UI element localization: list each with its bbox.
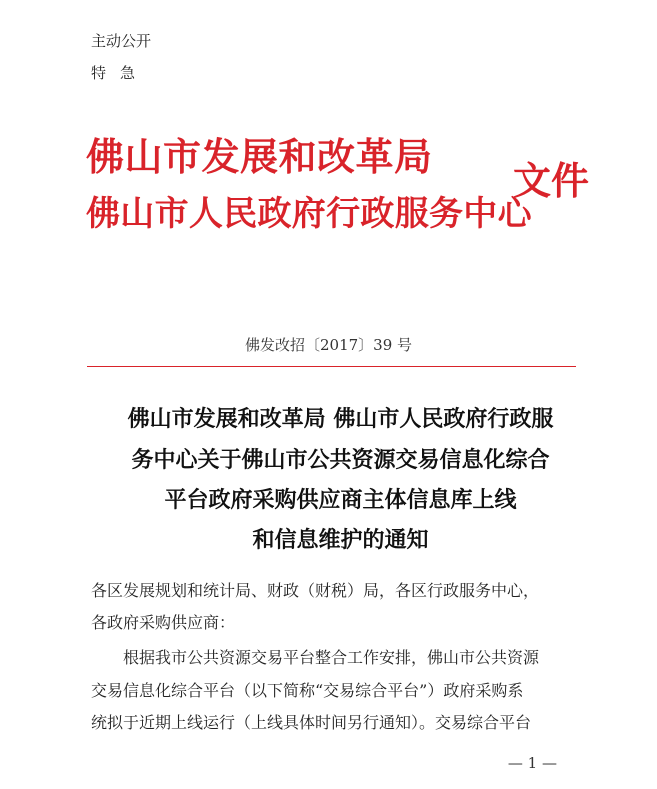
document-number: 佛发改招〔2017〕39 号 [244,336,413,354]
header-divider [87,366,576,367]
page-number: — 1 — [507,754,557,772]
title-line-4: 和信息维护的通知 [252,528,429,553]
title-line-1: 佛山市发展和改革局 佛山市人民政府行政服 [127,407,554,432]
document-type: 文件 [513,158,590,203]
body-line-2: 各政府采购供应商： [91,613,236,632]
disclosure-label: 主动公开 [91,32,152,50]
body-line-4: 交易信息化综合平台（以下简称“交易综合平台”）政府采购系 [91,681,524,700]
urgency-label: 特急 [91,64,150,82]
body-line-3: 根据我市公共资源交易平台整合工作安排，佛山市公共资源 [123,648,540,667]
body-line-5: 统拟于近期上线运行（上线具体时间另行通知）。交易综合平台 [91,713,532,732]
title-line-3: 平台政府采购供应商主体信息库上线 [164,488,517,513]
issuing-org-1: 佛山市发展和改革局 [86,134,433,179]
issuing-org-2: 佛山市人民政府行政服务中心 [86,194,532,234]
title-line-2: 务中心关于佛山市公共资源交易信息化综合 [131,448,550,473]
body-line-1: 各区发展规划和统计局、财政（财税）局，各区行政服务中心， [91,581,540,600]
